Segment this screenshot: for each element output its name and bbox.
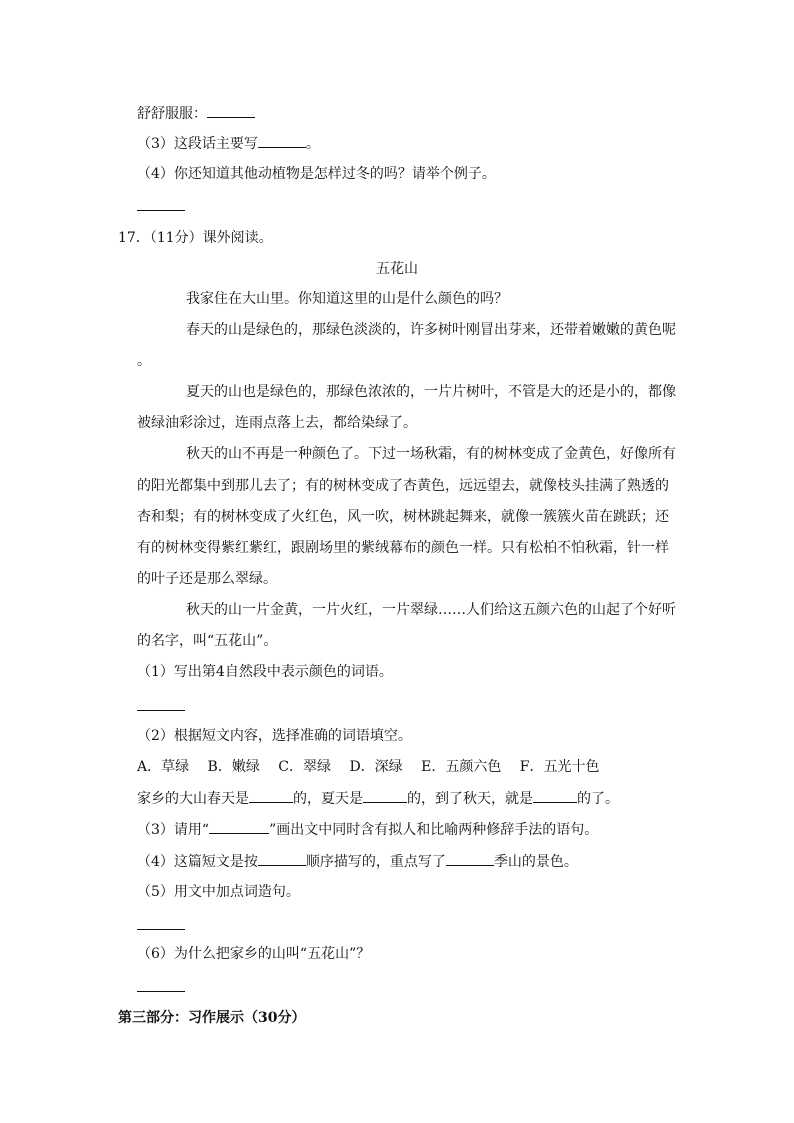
part3-heading: 第三部分：习作展示（30分） [118, 1010, 306, 1026]
fill-text: 家乡的大山春天是 [137, 791, 249, 807]
answer-blank[interactable] [363, 788, 407, 803]
passage-line: 秋天的山不再是一种颜色了。下过一场秋霜，有的树林变成了金黄色，好像所有 [186, 446, 676, 462]
passage-line: 秋天的山一片金黄，一片火红，一片翠绿……人们给这五颜六色的山起了个好听 [186, 602, 676, 618]
passage-line: 的阳光都集中到那儿去了；有的树林变成了杏黄色，远远望去，就像枝头挂满了熟透的 [137, 478, 669, 494]
q17-sub3-text-end: ”画出文中同时含有拟人和比喻两种修辞手法的语句。 [269, 822, 599, 838]
passage-line: 被绿油彩涂过，连雨点落上去，都给染绿了。 [137, 415, 417, 431]
q17-sub5: （5）用文中加点词造句。 [137, 884, 300, 900]
q17-options: A．草绿 B．嫩绿 C．翠绿 D．深绿 E．五颜六色 F．五光十色 [137, 759, 600, 775]
q17-sub2: （2）根据短文内容，选择准确的词语填空。 [137, 728, 412, 744]
fill-text: 的，夏天是 [293, 791, 363, 807]
answer-blank[interactable] [207, 103, 255, 118]
answer-line[interactable] [137, 710, 185, 711]
q16-sub3 [137, 133, 320, 154]
passage-line: 春天的山是绿色的，那绿色淡淡的，许多树叶刚冒出芽来，还带着嫩嫩的黄色呢 [186, 322, 676, 338]
passage-line: 。 [137, 353, 151, 369]
answer-line[interactable] [137, 929, 185, 930]
passage-title: 五花山 [376, 261, 418, 277]
underline-sample [209, 819, 269, 834]
q16-sub4: （4）你还知道其他动植物是怎样过冬的吗？请举个例子。 [137, 166, 496, 182]
passage-line: 的名字，叫“五花山”。 [137, 633, 278, 649]
q17-header: 17．（11分）课外阅读。 [118, 230, 273, 246]
q16-shushu-line [137, 103, 255, 124]
passage-line: 有的树林变得紫红紫红，跟剧场里的紫绒幕布的颜色一样。只有松柏不怕秋霜，针一样 [137, 540, 669, 556]
answer-blank[interactable] [446, 851, 494, 866]
answer-line[interactable] [137, 991, 185, 992]
passage-line: 的叶子还是那么翠绿。 [137, 571, 277, 587]
q17-sub4 [137, 851, 578, 872]
q17-sub4-text: （4）这篇短文是按 [137, 854, 258, 870]
q16-shushu-label: 舒舒服服： [137, 106, 207, 122]
passage-line: 我家住在大山里。你知道这里的山是什么颜色的吗？ [186, 291, 508, 307]
answer-blank[interactable] [249, 788, 293, 803]
q17-sub4-text: 顺序描写的，重点写了 [305, 854, 446, 870]
q17-sub3 [137, 819, 598, 840]
q17-sub3-text: （3）请用“ [137, 822, 210, 838]
passage-line: 夏天的山也是绿色的，那绿色浓浓的，一片片树叶，不管是大的还是小的，都像 [186, 384, 676, 400]
fill-text: 的了。 [577, 791, 619, 807]
q17-sub1: （1）写出第4自然段中表示颜色的词语。 [137, 664, 393, 680]
fill-text: 的，到了秋天，就是 [407, 791, 533, 807]
answer-blank[interactable] [533, 788, 577, 803]
q16-sub3-text: （3）这段话主要写 [137, 136, 258, 152]
answer-blank[interactable] [258, 133, 306, 148]
passage-line: 杏和梨；有的树林变成了火红色，风一吹，树林跳起舞来，就像一簇簇火苗在跳跃；还 [137, 509, 669, 525]
q17-fill-line [137, 788, 619, 809]
answer-blank[interactable] [258, 851, 306, 866]
answer-line[interactable] [137, 210, 185, 211]
q17-sub4-text: 季山的景色。 [493, 854, 578, 870]
q16-sub3-end: 。 [305, 136, 320, 152]
q17-sub6: （6）为什么把家乡的山叫“五花山”？ [137, 946, 371, 962]
